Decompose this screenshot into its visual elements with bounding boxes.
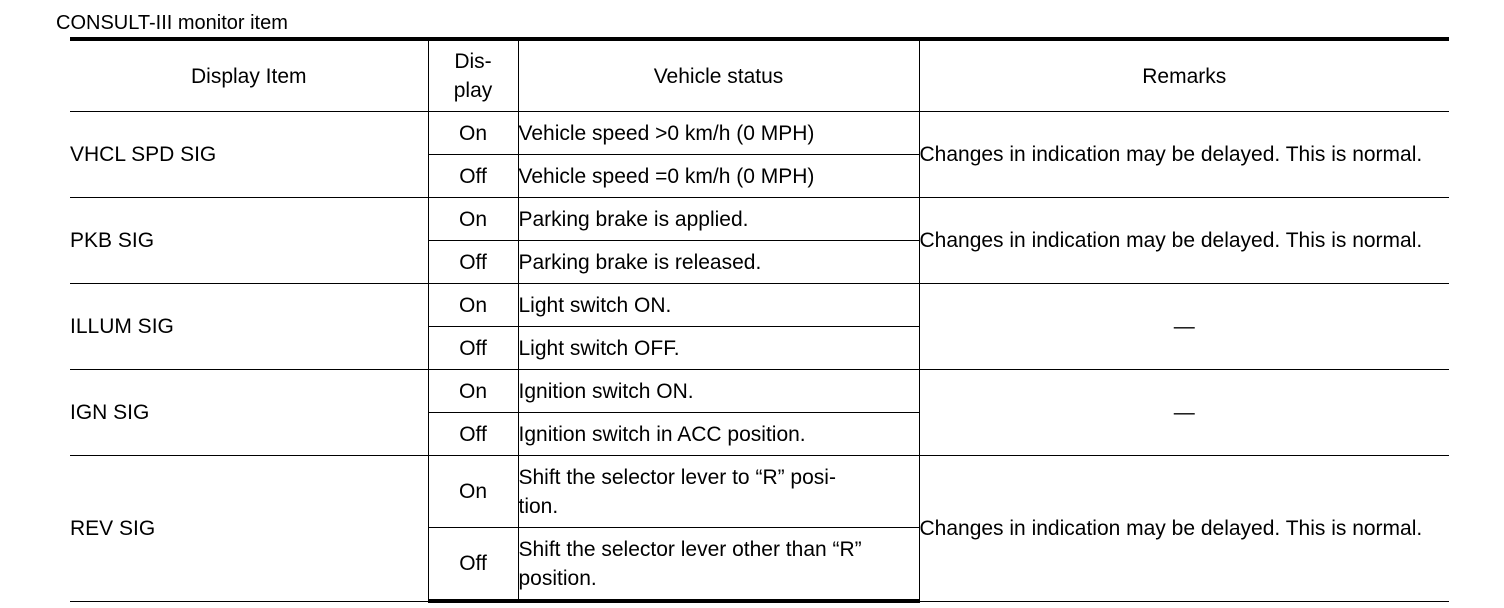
table-row (70, 198, 1449, 241)
header-vehicle-status: Vehicle status (518, 39, 919, 112)
display-value-cell: On (428, 456, 518, 528)
vehicle-status-cell: Shift the selector lever to “R” posi- tion. (518, 456, 919, 528)
remarks-cell: Changes in indication may be delayed. This is normal. (919, 456, 1449, 602)
display-value-cell: Off (428, 528, 518, 602)
display-item-cell: VHCL SPD SIG (70, 112, 428, 198)
remarks-cell: — (919, 370, 1449, 456)
header-display-item: Display Item (70, 39, 428, 112)
vehicle-status-cell: Light switch ON. (518, 284, 919, 327)
display-value-cell: On (428, 370, 518, 413)
table-row (70, 112, 1449, 155)
display-value-cell: Off (428, 241, 518, 284)
vehicle-status-cell: Vehicle speed =0 km/h (0 MPH) (518, 155, 919, 198)
vehicle-status-cell: Ignition switch ON. (518, 370, 919, 413)
display-item-cell: ILLUM SIG (70, 284, 428, 370)
display-value-cell: On (428, 112, 518, 155)
header-row (70, 39, 1449, 112)
display-item-cell: REV SIG (70, 456, 428, 602)
display-item-cell: PKB SIG (70, 198, 428, 284)
header-remarks: Remarks (919, 39, 1449, 112)
vehicle-status-cell: Shift the selector lever other than “R” position. (518, 528, 919, 602)
display-item-cell: IGN SIG (70, 370, 428, 456)
vehicle-status-cell: Parking brake is applied. (518, 198, 919, 241)
display-value-cell: On (428, 284, 518, 327)
table-row (70, 284, 1449, 327)
display-value-cell: On (428, 198, 518, 241)
vehicle-status-cell: Parking brake is released. (518, 241, 919, 284)
display-value-cell: Off (428, 155, 518, 198)
remarks-cell: Changes in indication may be delayed. This is normal. (919, 198, 1449, 284)
table-row (70, 456, 1449, 528)
display-value-cell: Off (428, 327, 518, 370)
display-value-cell: Off (428, 413, 518, 456)
table-row (70, 370, 1449, 413)
header-display: Dis- play (428, 39, 518, 112)
vehicle-status-cell: Vehicle speed >0 km/h (0 MPH) (518, 112, 919, 155)
table-caption: CONSULT-III monitor item (56, 12, 288, 34)
monitor-items-table (70, 37, 1449, 603)
remarks-cell: Changes in indication may be delayed. This is normal. (919, 112, 1449, 198)
vehicle-status-cell: Light switch OFF. (518, 327, 919, 370)
remarks-cell: — (919, 284, 1449, 370)
vehicle-status-cell: Ignition switch in ACC position. (518, 413, 919, 456)
